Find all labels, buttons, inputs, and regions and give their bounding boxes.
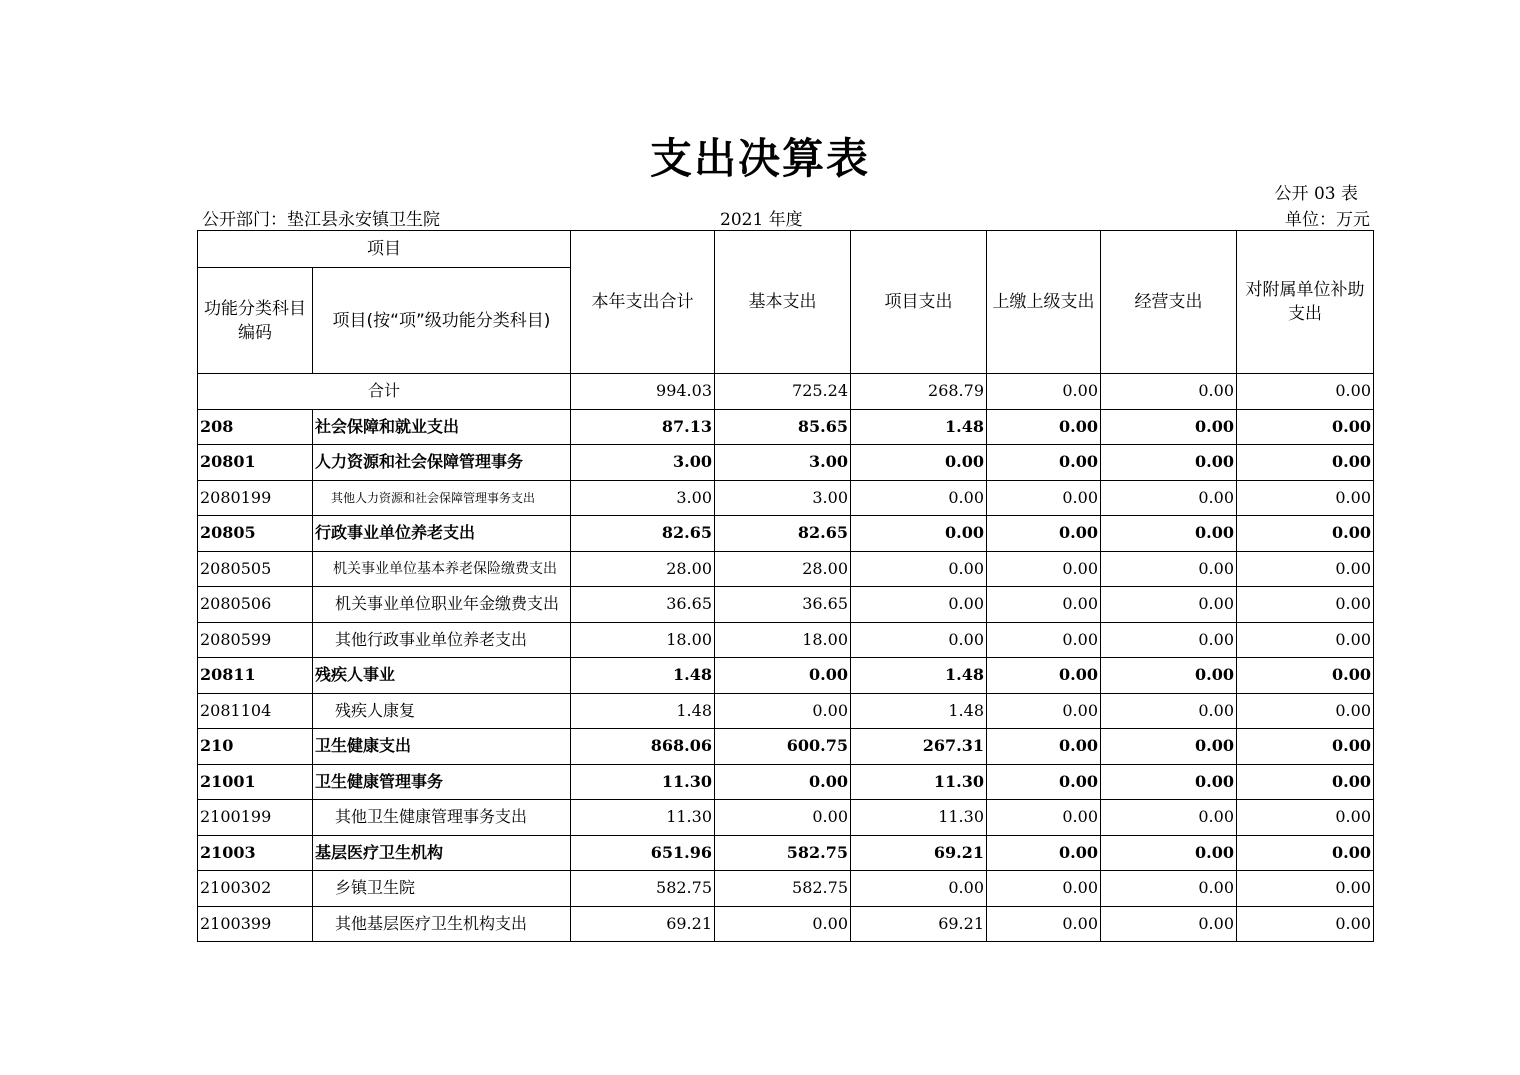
- row-value: 11.30: [851, 764, 987, 800]
- row-value: 0.00: [1237, 622, 1374, 658]
- row-code: 2080506: [198, 587, 313, 623]
- row-value: 0.00: [1101, 480, 1237, 516]
- header-basic: 基本支出: [715, 231, 851, 374]
- table-row: [198, 800, 1374, 836]
- row-name: 机关事业单位基本养老保险缴费支出: [313, 551, 571, 587]
- row-value: 0.00: [851, 551, 987, 587]
- row-value: 0.00: [1237, 871, 1374, 907]
- row-value: 3.00: [715, 445, 851, 481]
- row-value: 0.00: [1101, 409, 1237, 445]
- table-row: [198, 445, 1374, 481]
- row-value: 0.00: [851, 587, 987, 623]
- row-value: 87.13: [571, 409, 715, 445]
- row-value: 0.00: [851, 445, 987, 481]
- row-value: 11.30: [851, 800, 987, 836]
- row-value: 0.00: [1101, 551, 1237, 587]
- row-name: 其他人力资源和社会保障管理事务支出: [313, 480, 571, 516]
- table-row: [198, 764, 1374, 800]
- row-value: 0.00: [1101, 764, 1237, 800]
- row-code: 20805: [198, 516, 313, 552]
- row-value: 1.48: [851, 409, 987, 445]
- row-value: 0.00: [987, 622, 1101, 658]
- department-label: 公开部门：垫江县永安镇卫生院: [202, 210, 440, 230]
- total-cell: 268.79: [851, 374, 987, 410]
- row-value: 0.00: [987, 658, 1101, 694]
- row-value: 69.21: [571, 906, 715, 942]
- row-name: 基层医疗卫生机构: [313, 835, 571, 871]
- row-value: 868.06: [571, 729, 715, 765]
- row-value: 69.21: [851, 906, 987, 942]
- row-value: 0.00: [851, 622, 987, 658]
- row-value: 0.00: [851, 480, 987, 516]
- row-value: 0.00: [851, 516, 987, 552]
- row-value: 0.00: [1101, 800, 1237, 836]
- row-value: 0.00: [1237, 658, 1374, 694]
- row-value: 1.48: [571, 693, 715, 729]
- row-value: 582.75: [715, 835, 851, 871]
- row-value: 0.00: [987, 409, 1101, 445]
- total-cell: 994.03: [571, 374, 715, 410]
- row-name: 卫生健康管理事务: [313, 764, 571, 800]
- table-row: [198, 729, 1374, 765]
- row-code: 2100199: [198, 800, 313, 836]
- row-value: 0.00: [715, 764, 851, 800]
- total-cell: 725.24: [715, 374, 851, 410]
- row-value: 3.00: [571, 480, 715, 516]
- row-value: 28.00: [571, 551, 715, 587]
- row-value: 0.00: [1101, 587, 1237, 623]
- row-value: 0.00: [987, 445, 1101, 481]
- row-name: 其他基层医疗卫生机构支出: [313, 906, 571, 942]
- table-row: [198, 587, 1374, 623]
- row-name: 其他行政事业单位养老支出: [313, 622, 571, 658]
- row-value: 82.65: [715, 516, 851, 552]
- row-value: 28.00: [715, 551, 851, 587]
- row-code: 20811: [198, 658, 313, 694]
- row-value: 0.00: [1101, 906, 1237, 942]
- row-value: 0.00: [1237, 409, 1374, 445]
- row-value: 0.00: [851, 871, 987, 907]
- row-value: 582.75: [715, 871, 851, 907]
- table-row: [198, 906, 1374, 942]
- row-code: 21003: [198, 835, 313, 871]
- row-name: 乡镇卫生院: [313, 871, 571, 907]
- row-value: 0.00: [1101, 729, 1237, 765]
- row-value: 0.00: [1101, 693, 1237, 729]
- row-name: 人力资源和社会保障管理事务: [313, 445, 571, 481]
- table-row: [198, 516, 1374, 552]
- table-row: [198, 835, 1374, 871]
- row-value: 69.21: [851, 835, 987, 871]
- row-value: 1.48: [851, 693, 987, 729]
- row-value: 0.00: [715, 800, 851, 836]
- row-code: 2080599: [198, 622, 313, 658]
- header-project: 项目支出: [851, 231, 987, 374]
- table-row: [198, 551, 1374, 587]
- row-value: 600.75: [715, 729, 851, 765]
- row-code: 210: [198, 729, 313, 765]
- header-upper: 上缴上级支出: [987, 231, 1101, 374]
- table-row: [198, 658, 1374, 694]
- total-cell: 0.00: [1101, 374, 1237, 410]
- row-value: 0.00: [987, 729, 1101, 765]
- row-code: 2080505: [198, 551, 313, 587]
- header-business: 经营支出: [1101, 231, 1237, 374]
- row-value: 0.00: [1237, 551, 1374, 587]
- row-value: 3.00: [715, 480, 851, 516]
- row-value: 0.00: [987, 480, 1101, 516]
- expenditure-table: [197, 230, 1374, 942]
- row-value: 0.00: [1101, 622, 1237, 658]
- total-cell: 0.00: [1237, 374, 1374, 410]
- row-value: 0.00: [1101, 445, 1237, 481]
- unit-label: 单位：万元: [1285, 210, 1370, 230]
- row-value: 582.75: [571, 871, 715, 907]
- row-value: 0.00: [1101, 871, 1237, 907]
- row-value: 0.00: [987, 871, 1101, 907]
- row-value: 0.00: [1237, 480, 1374, 516]
- table-row: [198, 871, 1374, 907]
- table-number: 公开 03 表: [1274, 184, 1358, 204]
- row-value: 0.00: [715, 906, 851, 942]
- row-value: 0.00: [715, 658, 851, 694]
- row-value: 0.00: [1101, 835, 1237, 871]
- row-value: 0.00: [1237, 445, 1374, 481]
- row-value: 0.00: [987, 551, 1101, 587]
- row-value: 0.00: [715, 693, 851, 729]
- row-value: 3.00: [571, 445, 715, 481]
- row-value: 0.00: [987, 516, 1101, 552]
- row-value: 85.65: [715, 409, 851, 445]
- row-value: 0.00: [1101, 658, 1237, 694]
- row-value: 0.00: [987, 906, 1101, 942]
- row-value: 36.65: [571, 587, 715, 623]
- row-code: 2100302: [198, 871, 313, 907]
- table-row: [198, 409, 1374, 445]
- header-row-1: [198, 231, 1374, 268]
- table-row: [198, 480, 1374, 516]
- header-total: 本年支出合计: [571, 231, 715, 374]
- header-project-group: 项目: [198, 231, 571, 268]
- row-name: 残疾人康复: [313, 693, 571, 729]
- row-value: 0.00: [987, 764, 1101, 800]
- row-code: 20801: [198, 445, 313, 481]
- row-name: 社会保障和就业支出: [313, 409, 571, 445]
- row-value: 0.00: [1237, 800, 1374, 836]
- row-value: 0.00: [987, 800, 1101, 836]
- header-item: 项目(按“项”级功能分类科目): [313, 268, 571, 374]
- page-title: 支出决算表: [649, 134, 870, 183]
- row-value: 82.65: [571, 516, 715, 552]
- row-name: 其他卫生健康管理事务支出: [313, 800, 571, 836]
- row-value: 0.00: [1237, 906, 1374, 942]
- header-code: 功能分类科目编码: [198, 268, 313, 374]
- row-value: 0.00: [1237, 516, 1374, 552]
- row-code: 2100399: [198, 906, 313, 942]
- row-code: 2081104: [198, 693, 313, 729]
- row-code: 2080199: [198, 480, 313, 516]
- header-subsidiary: 对附属单位补助支出: [1237, 231, 1374, 374]
- row-value: 0.00: [987, 587, 1101, 623]
- row-value: 0.00: [1237, 835, 1374, 871]
- row-value: 0.00: [987, 693, 1101, 729]
- table-row: [198, 622, 1374, 658]
- row-code: 208: [198, 409, 313, 445]
- row-value: 0.00: [1237, 693, 1374, 729]
- row-name: 机关事业单位职业年金缴费支出: [313, 587, 571, 623]
- row-value: 267.31: [851, 729, 987, 765]
- row-value: 1.48: [571, 658, 715, 694]
- row-value: 11.30: [571, 800, 715, 836]
- row-code: 21001: [198, 764, 313, 800]
- row-value: 0.00: [1237, 587, 1374, 623]
- fiscal-year: 2021 年度: [720, 210, 803, 230]
- row-name: 卫生健康支出: [313, 729, 571, 765]
- row-name: 行政事业单位养老支出: [313, 516, 571, 552]
- total-cell: 0.00: [987, 374, 1101, 410]
- row-value: 0.00: [1237, 729, 1374, 765]
- total-label: 合计: [198, 374, 571, 410]
- row-value: 11.30: [571, 764, 715, 800]
- row-value: 0.00: [1101, 516, 1237, 552]
- row-value: 1.48: [851, 658, 987, 694]
- row-value: 36.65: [715, 587, 851, 623]
- row-value: 18.00: [715, 622, 851, 658]
- row-value: 0.00: [987, 835, 1101, 871]
- row-value: 651.96: [571, 835, 715, 871]
- row-value: 0.00: [1237, 764, 1374, 800]
- row-value: 18.00: [571, 622, 715, 658]
- total-row: [198, 374, 1374, 410]
- row-name: 残疾人事业: [313, 658, 571, 694]
- table-row: [198, 693, 1374, 729]
